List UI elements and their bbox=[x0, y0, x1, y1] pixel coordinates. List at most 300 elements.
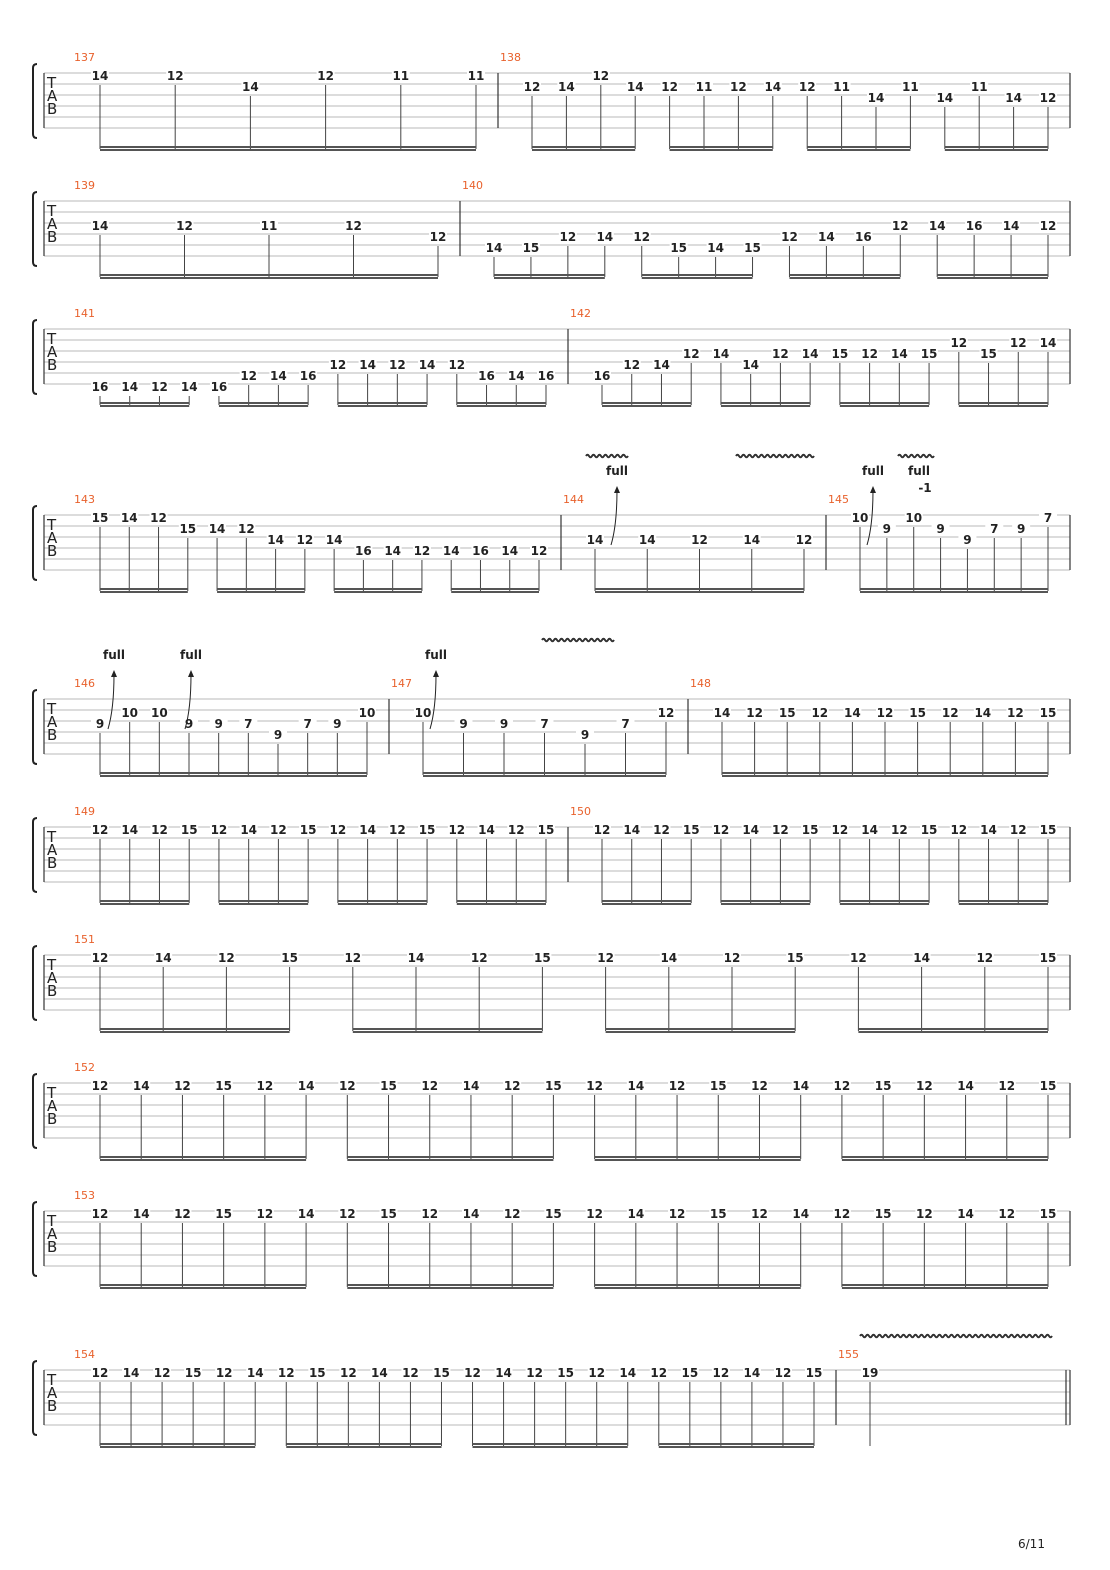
beam bbox=[840, 405, 929, 407]
fret-number: 14 bbox=[558, 80, 575, 94]
fret-number: 12 bbox=[998, 1079, 1016, 1093]
fret-number: 12 bbox=[166, 69, 184, 83]
fret-number: 12 bbox=[633, 230, 651, 244]
fret-number: 12 bbox=[586, 1079, 603, 1093]
fret-number: 12 bbox=[530, 544, 548, 558]
fret-number: 14 bbox=[713, 706, 731, 720]
tab-clef-letter: T bbox=[47, 956, 57, 974]
fret-number: 7 bbox=[1043, 511, 1053, 525]
fret-number: 12 bbox=[657, 706, 675, 720]
beam bbox=[473, 1446, 628, 1448]
fret-number: 14 bbox=[418, 358, 436, 372]
fret-number: 15 bbox=[179, 522, 197, 536]
tab-clef-letter: A bbox=[47, 713, 58, 731]
fret-number: 10 bbox=[851, 511, 869, 525]
fret-number: 15 bbox=[1039, 1079, 1057, 1093]
fret-number: 15 bbox=[801, 823, 819, 837]
fret-number: 14 bbox=[132, 1207, 150, 1221]
fret-number: 9 bbox=[499, 717, 509, 731]
fret-number: 14 bbox=[1002, 219, 1020, 233]
beam bbox=[100, 1028, 290, 1030]
beam bbox=[840, 903, 929, 905]
beam bbox=[602, 405, 691, 407]
fret-number: 14 bbox=[623, 823, 641, 837]
fret-number: 12 bbox=[876, 706, 894, 720]
tab-clef-letter: T bbox=[47, 828, 57, 846]
beam bbox=[532, 146, 635, 148]
fret-number: 14 bbox=[501, 544, 519, 558]
fret-number: 14 bbox=[122, 1366, 140, 1380]
fret-number: 15 bbox=[670, 241, 688, 255]
fret-number: 16 bbox=[854, 230, 872, 244]
fret-number: 15 bbox=[682, 823, 700, 837]
fret-number: 14 bbox=[818, 230, 835, 244]
bend-arrowhead bbox=[111, 670, 117, 677]
beam bbox=[219, 405, 308, 407]
fret-number: 11 bbox=[260, 219, 278, 233]
tab-system bbox=[33, 307, 1070, 407]
fret-number: 9 bbox=[184, 717, 194, 731]
fret-number: 7 bbox=[244, 717, 253, 731]
fret-number: 7 bbox=[621, 717, 630, 731]
tab-system bbox=[33, 179, 1070, 279]
fret-number: 12 bbox=[850, 951, 867, 965]
beam bbox=[595, 1287, 801, 1289]
tab-clef-letter: T bbox=[47, 700, 57, 718]
fret-number: 12 bbox=[1009, 823, 1027, 837]
fret-number: 14 bbox=[384, 544, 402, 558]
fret-number: 10 bbox=[121, 706, 139, 720]
tab-clef-letter: T bbox=[47, 330, 57, 348]
fret-number: 12 bbox=[345, 219, 362, 233]
tab-clef-letter: B bbox=[47, 228, 58, 246]
measure-number: 141 bbox=[74, 307, 95, 320]
fret-number: 12 bbox=[592, 69, 610, 83]
fret-number: 12 bbox=[833, 1207, 851, 1221]
fret-number: 14 bbox=[980, 823, 997, 837]
tab-clef-letter: A bbox=[47, 343, 58, 361]
bend-label: full bbox=[606, 464, 628, 478]
beam bbox=[937, 277, 1048, 279]
fret-number: 16 bbox=[537, 369, 555, 383]
beam bbox=[100, 900, 189, 902]
beam bbox=[602, 402, 691, 404]
tab-clef-letter: T bbox=[47, 74, 57, 92]
fret-number: 14 bbox=[861, 823, 878, 837]
beam bbox=[840, 402, 929, 404]
beam bbox=[670, 146, 773, 148]
beam bbox=[286, 1443, 441, 1445]
fret-number: 16 bbox=[965, 219, 983, 233]
tab-system bbox=[33, 648, 1070, 777]
beam bbox=[858, 1028, 1048, 1030]
beam bbox=[595, 1159, 801, 1161]
fret-number: 12 bbox=[151, 380, 168, 394]
fret-number: 12 bbox=[915, 1079, 933, 1093]
beam bbox=[789, 277, 900, 279]
fret-number: 14 bbox=[844, 706, 861, 720]
beam bbox=[347, 1159, 553, 1161]
fret-number: 12 bbox=[795, 533, 813, 547]
bend-label: full bbox=[862, 464, 884, 478]
beam bbox=[842, 1284, 1048, 1286]
fret-number: 16 bbox=[472, 544, 489, 558]
fret-number: 12 bbox=[153, 1366, 171, 1380]
fret-number: 14 bbox=[297, 1079, 315, 1093]
tab-system bbox=[33, 805, 1070, 905]
vibrato-mark bbox=[898, 455, 934, 458]
fret-number: 11 bbox=[833, 80, 850, 94]
fret-number: 14 bbox=[638, 533, 656, 547]
beam bbox=[100, 1159, 306, 1161]
fret-number: 16 bbox=[210, 380, 228, 394]
beam bbox=[807, 146, 910, 148]
fret-number: 15 bbox=[537, 823, 555, 837]
fret-number: 12 bbox=[150, 511, 167, 525]
fret-number: 15 bbox=[1039, 951, 1057, 965]
system-bracket bbox=[33, 1361, 37, 1435]
fret-number: 12 bbox=[237, 522, 255, 536]
fret-number: 12 bbox=[774, 1366, 792, 1380]
beam bbox=[100, 1446, 255, 1448]
beam bbox=[532, 149, 635, 151]
fret-number: 14 bbox=[359, 823, 376, 837]
fret-number: 12 bbox=[890, 823, 908, 837]
measure-number: 155 bbox=[838, 1348, 859, 1361]
fret-number: 14 bbox=[928, 219, 946, 233]
beam bbox=[945, 146, 1048, 148]
fret-number: 12 bbox=[413, 544, 431, 558]
measure-number: 149 bbox=[74, 805, 95, 818]
fret-number: 15 bbox=[180, 823, 198, 837]
beam bbox=[347, 1287, 553, 1289]
fret-number: 12 bbox=[751, 1079, 768, 1093]
fret-number: 14 bbox=[325, 533, 343, 547]
fret-number: 7 bbox=[540, 717, 549, 731]
fret-number: 12 bbox=[296, 533, 314, 547]
system-bracket bbox=[33, 690, 37, 764]
measure-number: 138 bbox=[500, 51, 521, 64]
fret-number: 15 bbox=[308, 1366, 326, 1380]
fret-number: 15 bbox=[709, 1207, 727, 1221]
fret-number: 10 bbox=[150, 706, 168, 720]
fret-number: 12 bbox=[597, 951, 614, 965]
fret-number: 12 bbox=[329, 823, 347, 837]
beam bbox=[334, 588, 422, 590]
fret-number: 14 bbox=[913, 951, 930, 965]
tab-system bbox=[33, 1189, 1070, 1289]
beam bbox=[606, 1031, 796, 1033]
fret-number: 14 bbox=[407, 951, 425, 965]
beam bbox=[347, 1156, 553, 1158]
system-bracket bbox=[33, 818, 37, 892]
beam bbox=[959, 402, 1048, 404]
fret-number: 12 bbox=[861, 347, 878, 361]
beam bbox=[595, 1156, 801, 1158]
fret-number: 12 bbox=[421, 1079, 439, 1093]
vibrato-mark bbox=[860, 1335, 1052, 1338]
fret-number: 11 bbox=[970, 80, 988, 94]
fret-number: 12 bbox=[339, 1366, 357, 1380]
fret-number: 12 bbox=[210, 823, 228, 837]
bend-arrowhead bbox=[433, 670, 439, 677]
fret-number: 10 bbox=[358, 706, 376, 720]
beam bbox=[219, 903, 308, 905]
fret-number: 11 bbox=[695, 80, 713, 94]
fret-number: 15 bbox=[831, 347, 849, 361]
beam bbox=[602, 903, 691, 905]
measure-number: 154 bbox=[74, 1348, 95, 1361]
fret-number: 12 bbox=[998, 1207, 1016, 1221]
fret-number: 10 bbox=[414, 706, 432, 720]
fret-number: 12 bbox=[559, 230, 577, 244]
fret-number: 12 bbox=[588, 1366, 606, 1380]
fret-number: 12 bbox=[650, 1366, 668, 1380]
fret-number: 12 bbox=[712, 1366, 730, 1380]
fret-number: 12 bbox=[256, 1207, 274, 1221]
beam bbox=[842, 1159, 1048, 1161]
beam bbox=[807, 149, 910, 151]
fret-number: 12 bbox=[256, 1079, 274, 1093]
fret-number: 14 bbox=[619, 1366, 637, 1380]
fret-number: 15 bbox=[1039, 1207, 1057, 1221]
fret-number: 12 bbox=[811, 706, 829, 720]
fret-number: 15 bbox=[522, 241, 540, 255]
fret-number: 15 bbox=[1039, 706, 1057, 720]
fret-number: 16 bbox=[91, 380, 109, 394]
fret-number: 14 bbox=[359, 358, 376, 372]
fret-number: 9 bbox=[95, 717, 105, 731]
tab-clef-letter: T bbox=[47, 516, 57, 534]
fret-number: 16 bbox=[299, 369, 317, 383]
fret-number: 12 bbox=[1009, 336, 1027, 350]
fret-number: 12 bbox=[91, 1207, 109, 1221]
fret-number: 9 bbox=[214, 717, 223, 731]
fret-number: 15 bbox=[299, 823, 317, 837]
fret-number: 10 bbox=[905, 511, 923, 525]
tab-clef-letter: B bbox=[47, 1397, 58, 1415]
system-bracket bbox=[33, 320, 37, 394]
fret-number: 12 bbox=[586, 1207, 603, 1221]
beam bbox=[100, 591, 188, 593]
beam bbox=[100, 775, 367, 777]
fret-number: 9 bbox=[1016, 522, 1026, 536]
beam bbox=[722, 775, 1048, 777]
fret-number: 12 bbox=[941, 706, 959, 720]
fret-number: 12 bbox=[781, 230, 798, 244]
beam bbox=[721, 903, 810, 905]
beam bbox=[338, 900, 427, 902]
bend-arrowhead bbox=[614, 486, 620, 493]
beam bbox=[457, 402, 546, 404]
fret-number: 14 bbox=[462, 1079, 480, 1093]
beam bbox=[100, 146, 476, 148]
beam bbox=[100, 1443, 255, 1445]
fret-number: 16 bbox=[593, 369, 611, 383]
beam bbox=[642, 274, 753, 276]
beam bbox=[217, 591, 305, 593]
fret-number: 14 bbox=[180, 380, 198, 394]
tab-clef-letter: A bbox=[47, 215, 58, 233]
measure-number: 144 bbox=[563, 493, 584, 506]
fret-number: 12 bbox=[176, 219, 193, 233]
vibrato-mark bbox=[736, 455, 814, 458]
fret-number: 11 bbox=[902, 80, 919, 94]
fret-number: 12 bbox=[712, 823, 730, 837]
beam bbox=[353, 1031, 543, 1033]
fret-number: 12 bbox=[448, 358, 466, 372]
fret-number: 15 bbox=[281, 951, 298, 965]
beam bbox=[642, 277, 753, 279]
fret-number: 14 bbox=[91, 219, 109, 233]
fret-number: 11 bbox=[392, 69, 410, 83]
fret-number: 12 bbox=[730, 80, 747, 94]
tab-clef-letter: A bbox=[47, 529, 58, 547]
fret-number: 14 bbox=[867, 91, 885, 105]
tab-system bbox=[33, 464, 1070, 593]
measure-number: 137 bbox=[74, 51, 95, 64]
fret-number: 15 bbox=[805, 1366, 823, 1380]
fret-number: 12 bbox=[798, 80, 816, 94]
beam bbox=[100, 277, 438, 279]
fret-number: 15 bbox=[215, 1207, 233, 1221]
fret-number: 15 bbox=[874, 1079, 892, 1093]
fret-number: 12 bbox=[388, 823, 406, 837]
fret-number: 14 bbox=[586, 533, 604, 547]
tab-clef-letter: B bbox=[47, 542, 58, 560]
fret-number: 15 bbox=[909, 706, 926, 720]
fret-number: 15 bbox=[557, 1366, 575, 1380]
tab-clef-letter: T bbox=[47, 1084, 57, 1102]
fret-number: 15 bbox=[920, 347, 938, 361]
beam bbox=[353, 1028, 543, 1030]
fret-number: 12 bbox=[976, 951, 994, 965]
measure-number: 145 bbox=[828, 493, 849, 506]
fret-number: 12 bbox=[682, 347, 700, 361]
fret-number: 14 bbox=[742, 823, 760, 837]
beam bbox=[721, 402, 810, 404]
fret-number: 14 bbox=[121, 823, 139, 837]
beam bbox=[789, 274, 900, 276]
tab-clef-letter: B bbox=[47, 356, 58, 374]
fret-number: 12 bbox=[833, 1079, 851, 1093]
measure-number: 150 bbox=[570, 805, 591, 818]
fret-number: 12 bbox=[240, 369, 258, 383]
fret-number: 15 bbox=[545, 1207, 562, 1221]
fret-number: 15 bbox=[534, 951, 551, 965]
fret-number: 7 bbox=[990, 522, 999, 536]
fret-number: 16 bbox=[478, 369, 495, 383]
fret-number: 15 bbox=[380, 1207, 397, 1221]
fret-number: 14 bbox=[246, 1366, 264, 1380]
beam bbox=[602, 900, 691, 902]
tab-clef-letter: A bbox=[47, 1384, 58, 1402]
beam bbox=[959, 903, 1048, 905]
fret-number: 19 bbox=[861, 1366, 879, 1380]
beam bbox=[100, 1284, 306, 1286]
fret-number: 15 bbox=[778, 706, 796, 720]
measure-number: 143 bbox=[74, 493, 95, 506]
fret-number: 14 bbox=[91, 69, 109, 83]
fret-number: 14 bbox=[742, 358, 760, 372]
beam bbox=[860, 588, 1048, 590]
tab-system bbox=[33, 51, 1070, 151]
fret-number: 12 bbox=[1039, 219, 1057, 233]
tab-clef-letter: B bbox=[47, 100, 58, 118]
beam bbox=[334, 591, 422, 593]
beam bbox=[959, 405, 1048, 407]
beam bbox=[100, 1287, 306, 1289]
fret-number: 15 bbox=[545, 1079, 562, 1093]
beam bbox=[100, 588, 188, 590]
fret-number: 12 bbox=[503, 1079, 521, 1093]
tab-system bbox=[33, 1061, 1070, 1161]
fret-number: 12 bbox=[91, 1079, 109, 1093]
page-number: 6/11 bbox=[1018, 1537, 1045, 1551]
tab-system bbox=[33, 933, 1070, 1033]
fret-number: 16 bbox=[355, 544, 372, 558]
fret-number: 12 bbox=[329, 358, 347, 372]
fret-number: 12 bbox=[151, 823, 168, 837]
beam bbox=[722, 772, 1048, 774]
tab-system bbox=[33, 1348, 1070, 1448]
fret-number: 12 bbox=[653, 823, 670, 837]
fret-number: 14 bbox=[120, 511, 138, 525]
fret-number: 14 bbox=[240, 823, 258, 837]
fret-number: 14 bbox=[890, 347, 908, 361]
bend-label: full bbox=[425, 648, 447, 662]
fret-number: 12 bbox=[950, 823, 968, 837]
beam bbox=[959, 900, 1048, 902]
fret-number: 12 bbox=[526, 1366, 543, 1380]
beam bbox=[347, 1284, 553, 1286]
fret-number: 15 bbox=[980, 347, 997, 361]
beam bbox=[494, 274, 605, 276]
fret-number: 12 bbox=[215, 1366, 233, 1380]
fret-number: 12 bbox=[429, 230, 447, 244]
fret-number: 9 bbox=[273, 728, 283, 742]
beam bbox=[217, 588, 305, 590]
fret-number: 7 bbox=[303, 717, 312, 731]
fret-number: 14 bbox=[495, 1366, 512, 1380]
fret-number: 14 bbox=[974, 706, 992, 720]
fret-number: 14 bbox=[626, 80, 644, 94]
tab-clef-letter: B bbox=[47, 726, 58, 744]
bend-label: full bbox=[908, 464, 930, 478]
fret-number: 12 bbox=[661, 80, 678, 94]
fret-number: 14 bbox=[371, 1366, 388, 1380]
fret-number: 12 bbox=[91, 951, 109, 965]
fret-number: 14 bbox=[627, 1079, 645, 1093]
beam bbox=[842, 1287, 1048, 1289]
fret-number: 12 bbox=[464, 1366, 481, 1380]
fret-number: 12 bbox=[523, 80, 541, 94]
measure-number: 142 bbox=[570, 307, 591, 320]
fret-number: 12 bbox=[503, 1207, 521, 1221]
measure-number: 152 bbox=[74, 1061, 95, 1074]
fret-number: 14 bbox=[957, 1079, 974, 1093]
fret-number: 12 bbox=[772, 823, 789, 837]
tab-clef-letter: A bbox=[47, 841, 58, 859]
fret-number: 12 bbox=[277, 1366, 295, 1380]
fret-number: 9 bbox=[882, 522, 892, 536]
beam bbox=[423, 775, 666, 777]
fret-number: 12 bbox=[593, 823, 611, 837]
beam bbox=[100, 149, 476, 151]
beam bbox=[473, 1443, 628, 1445]
beam bbox=[451, 588, 539, 590]
beam bbox=[842, 1156, 1048, 1158]
